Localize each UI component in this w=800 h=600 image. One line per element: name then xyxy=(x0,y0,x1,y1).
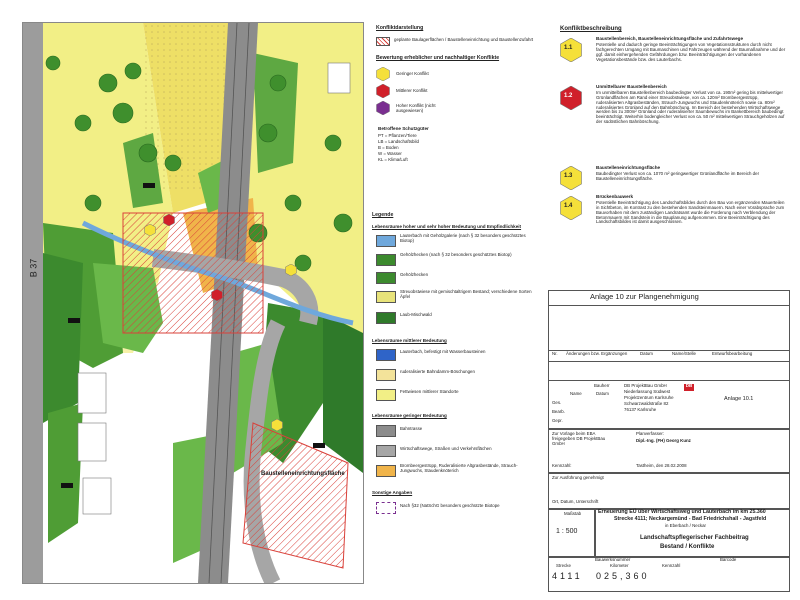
legend-hatch-label: geplante Baulagerflächen / Baustelleneinrichtung und Baustellenzufahrt xyxy=(394,37,534,42)
unterschrift-label: Ort, Datum, Unterschrift xyxy=(552,499,599,504)
hatch-swatch xyxy=(376,37,390,46)
row-label: Ges. xyxy=(552,400,562,405)
legend-hoher: Hoher Konflikt (nicht ausgewiesen) xyxy=(396,103,436,113)
conflict-title: Baustellenbereich, Baustelleneinrichtungsfläche und Zufahrtswege xyxy=(596,36,744,41)
rev-header: Name/Stelle xyxy=(672,351,696,356)
legend-item: Lauterbach mit Gehölzgalerie (nach § 32 besonders geschütztes Biotop) xyxy=(400,233,526,243)
anlage-text: Anlage 10 zur Plangenehmigung xyxy=(590,292,699,301)
number-row xyxy=(548,556,790,592)
legend-item: Gehölzhecken xyxy=(400,272,429,277)
conflict-text: Potentielle Beeinträchtigung des Landschaftsbildes durch den Bau von ergänzenden Mauerteilen in Sichtbeton, im Kontrast zu den bestehenden Sandsteinmauern. Nach einer Vorabsprache zum Bauvorhaben mit dem zuständigen Landratsamt wurde die Forderung nach Verblendung der Betonmauern mit Sandstein in die Bauplanung aufgenommen. Eine Beeinträchtigung des Landschaftsbildes ist damit ausgeschlossen. xyxy=(596,200,785,225)
massstab-value: 1 : 500 xyxy=(556,528,578,535)
legend-sonstige-title: Sonstige Angaben xyxy=(372,490,413,495)
rev-header: Datum xyxy=(640,351,653,356)
site-map xyxy=(22,22,364,584)
bauherr-line: Niederlassung Südwest xyxy=(624,389,671,394)
planverfasser-label: Planverfasser: xyxy=(636,431,665,436)
barcode-label: Barcode xyxy=(720,557,737,562)
site-label: Baustelleneinrichtungsfläche xyxy=(261,471,345,477)
legend-swatch xyxy=(376,389,396,401)
legend-item: Streuobstwiese mit gemischtaltrigem Bestand; verschiedene Sorten Äpfel xyxy=(400,289,532,299)
conflict-title: Unmittelbarer Baustellenbereich xyxy=(596,84,667,89)
mittlerer-hex-icon xyxy=(376,84,390,98)
conflict-code: 1.2 xyxy=(564,93,573,99)
legend-swatch xyxy=(376,349,396,361)
schutzgut-item: W = Wasser xyxy=(378,151,402,156)
conflict-marker[interactable] xyxy=(163,213,175,231)
planverfasser-name: Dipl.-Ing. (FH) Georg Kunz xyxy=(636,438,691,443)
drawing-subtitle: Bestand / Konflikte xyxy=(660,544,715,550)
row-label: Bearb. xyxy=(552,409,565,414)
conflict-code: 1.3 xyxy=(564,173,573,179)
eba-text: Zur Vorlage beim EBA freigegeben DB ProjektBau GmbH xyxy=(552,431,606,446)
anlage-number: Anlage 10.1 xyxy=(724,396,754,402)
rev-header: Entwurfsbearbeitung xyxy=(712,351,753,356)
bauherr-line: DB ProjektBau GmbH xyxy=(624,383,667,388)
strecke-value: 4111 xyxy=(552,571,583,581)
road-b37 xyxy=(23,23,43,583)
kennzahl-col-label: Kennzahl xyxy=(662,563,681,568)
legend-schutzgueter-title: Betroffene Schutzgüter xyxy=(378,126,429,131)
conflict-text: Potentielle und dadurch geringe Beeinträchtigungen von Vegetationsstrukturen durch nicht fachgerechten Umgang mit Baumaschinen und Fahrzeugen während der Baumaßnahme und der ggf. damit einhergehenden Gefährdungen bzw. Beeinträchtigungen der vorhandenen Vegetationsbestände bzw. des Lauterbachs. xyxy=(596,42,786,62)
bauherr-line: Schwarzwaldstraße 82 xyxy=(624,401,669,406)
legend-item: Wirtschaftswege, Straßen und Verkehrsflächen xyxy=(400,446,492,451)
schutzgut-item: PT = Pflanzen/Tiere xyxy=(378,133,417,138)
legend-geringer: Geringer Konflikt xyxy=(396,71,429,76)
legend-swatch xyxy=(376,502,396,514)
legend-title: Legende xyxy=(372,212,394,218)
bauherr-area xyxy=(548,380,790,430)
project-place: in Eberbach / Neckar xyxy=(665,523,706,528)
conflict-text: Baubedingter Verlust von ca. 1070 m² geringwertiger Grünlandfläche im Bereich der Baustelleneinrichtungsfläche. xyxy=(596,171,760,181)
km-value: 025,360 xyxy=(596,571,650,581)
legend-item: Lauterbach, befestigt mit Wasserbausteinen xyxy=(400,349,486,354)
road-label: B 37 xyxy=(28,258,39,278)
hoher-hex-icon xyxy=(376,101,390,115)
project-title: Erneuerung EÜ über Wirtschaftsweg und Lauterbach im km 25.360 xyxy=(598,509,766,515)
legend-group2-title: Lebensräume mittlerer Bedeutung xyxy=(372,338,447,343)
legend-swatch xyxy=(376,445,396,457)
legend-item: Bahntrasse xyxy=(400,426,423,431)
schutzgut-item: B = Boden xyxy=(378,145,399,150)
geringer-hex-icon xyxy=(376,67,390,81)
row-label: Gepr. xyxy=(552,418,563,423)
kennzahl-label: Kennzahl: xyxy=(552,463,572,468)
legend-bewertung-title: Bewertung erheblicher und nachhaltiger Konflikte xyxy=(376,55,500,61)
legend-item: Nach §32 (NatSchG besonders geschützte Biotope xyxy=(400,503,500,508)
legend-swatch xyxy=(376,235,396,247)
bauherr-line: 76137 Karlsruhe xyxy=(624,407,657,412)
legend-item: Fettwiesen mittlerer Standorte xyxy=(400,389,459,394)
rev-header: Änderungen bzw. Ergänzungen xyxy=(566,351,628,356)
legend-item: Laub-Mischwald xyxy=(400,312,432,317)
legend-konflikt-title: Konfliktdarstellung xyxy=(376,25,424,31)
kilometer-label: Kilometer xyxy=(610,563,629,568)
schutzgut-item: KL = Klima/Luft xyxy=(378,157,408,162)
conflict-marker[interactable] xyxy=(271,418,283,436)
bw-nr-label: Bauwerksnummer xyxy=(595,557,631,562)
legend-item: Gehölzhecken (nach § 32 besonders geschütztes Biotop) xyxy=(400,252,512,257)
drawing-title: Landschaftspflegerischer Fachbeitrag xyxy=(640,535,749,541)
legend-mittlerer: Mittlerer Konflikt xyxy=(396,88,428,93)
legend-item: Brombeergestrüpp, Ruderalisierte Altgrasbestände, Strauch-Jungwuchs, Staudenknöterich xyxy=(400,463,518,473)
project-line: Strecke 4111; Neckargemünd - Bad Friedrichshall - Jagstfeld xyxy=(614,516,767,522)
ort-datum: Tastheim, den 28.02.2008 xyxy=(636,463,687,468)
legend-swatch xyxy=(376,425,396,437)
legend-swatch xyxy=(376,312,396,324)
strecke-label: Strecke xyxy=(556,563,571,568)
legend-swatch xyxy=(376,369,396,381)
genehmigt-label: Zur Ausführung genehmigt xyxy=(552,475,604,480)
map-drawing xyxy=(23,23,363,583)
legend-item: ruderalisierte Bahndamm-Böschungen xyxy=(400,369,475,374)
conflict-marker[interactable] xyxy=(285,263,297,281)
db-logo: DB xyxy=(684,384,694,391)
conflict-marker[interactable] xyxy=(211,288,223,306)
schutzgut-item: LB = Landschaftsbild xyxy=(378,139,419,144)
legend-swatch xyxy=(376,291,396,303)
legend-swatch xyxy=(376,272,396,284)
legend-group3-title: Lebensräume geringer Bedeutung xyxy=(372,413,447,418)
conflict-code: 1.4 xyxy=(564,203,573,209)
massstab-label: Maßstab xyxy=(564,511,582,516)
legend-group1-title: Lebensräume hoher und sehr hoher Bedeutung und Empfindlichkeit xyxy=(372,224,522,229)
legend-swatch xyxy=(376,254,396,266)
rev-header: Nr. xyxy=(552,351,558,356)
konflikt-beschreibung-title: Konfliktbeschreibung xyxy=(560,26,622,32)
conflict-marker[interactable] xyxy=(144,223,156,241)
bauherr-line: Projektzentrum Karlsruhe xyxy=(624,395,674,400)
bauherr-label: Bauherr xyxy=(594,383,610,388)
legend-swatch xyxy=(376,465,396,477)
conflict-title: Baustelleneinrichtungsfläche xyxy=(596,165,661,170)
conflict-title: Brückenbauwerk xyxy=(596,194,634,199)
revision-area xyxy=(548,304,790,351)
conflict-text: Im unmittelbaren Baustellenbereich baubedingter Verlust von ca. 190m² gering bis mittelwertiger Grünlandflächen am Rand einer Streuobstwiese, von ca. 120m² Brombeergestrüpp, ruderalisierten Altgrasbeständen, Strauch-Jungwuchs und Staudenknöterich sowie ca. 80m² ruderalisiertes Grünland auf den Bahnböschung. Im Bereich der bestehenden Wirtschaftswege werden bis zu 300m² Grünland oder ruderalisierter Saumbewuchs im Bankettbereich baubedingt beeinträchtigt. Weiterhin bodengleicher Verlust von ca. 50 m² mittelwertigen Strauchgehölzen auf der südöstlichen Bahnböschung. xyxy=(596,90,785,125)
name-label: Name xyxy=(570,391,582,396)
datum-label: Datum xyxy=(596,391,609,396)
conflict-code: 1.1 xyxy=(564,45,573,51)
